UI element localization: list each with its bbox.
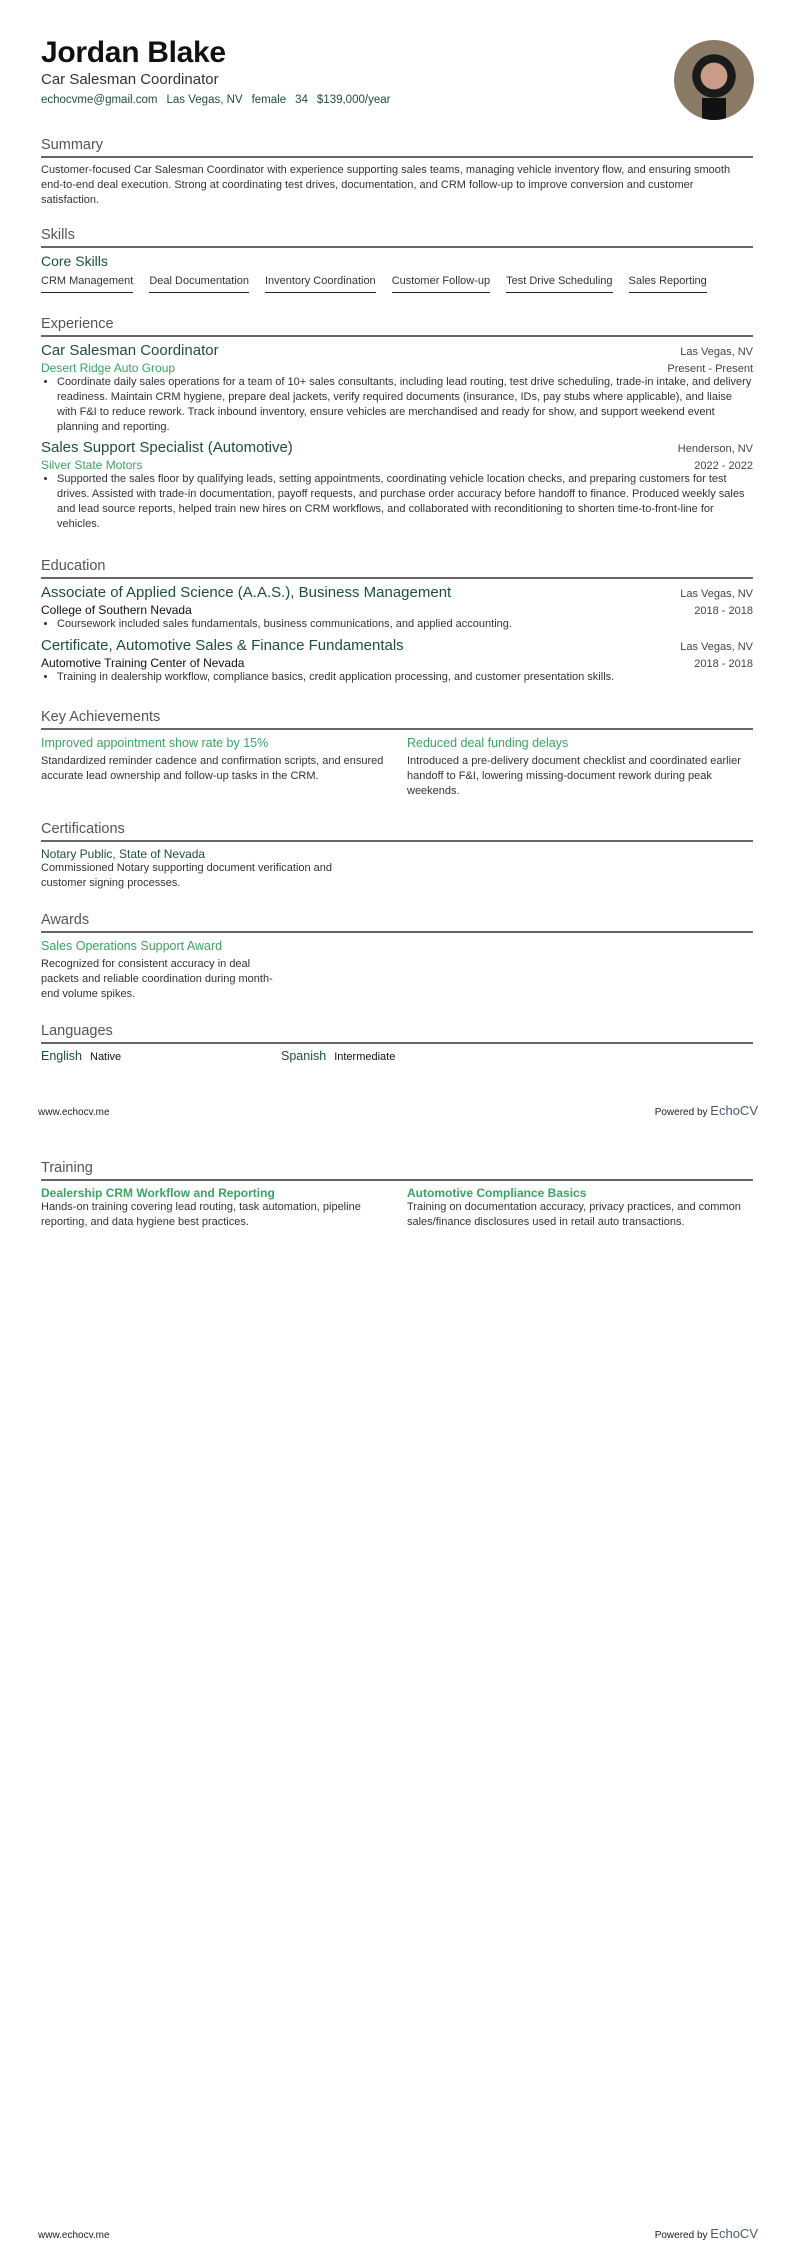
site-link[interactable]: www.echocv.me xyxy=(38,2230,110,2241)
achievement-title: Improved appointment show rate by 15% xyxy=(41,736,269,750)
award-item xyxy=(41,939,281,1002)
powered-by-label: Powered by xyxy=(654,2230,708,2241)
company-name: Silver State Motors xyxy=(41,458,143,472)
job-location: Las Vegas, NV xyxy=(680,346,753,358)
job-dates: Present - Present xyxy=(667,363,753,375)
training-title: Automotive Compliance Basics xyxy=(407,1186,587,1200)
training-text: Training on documentation accuracy, privacy practices, and common sales/finance disclosures used in retail auto transactions. xyxy=(407,1201,741,1228)
language-item xyxy=(41,1049,281,1063)
certifications-section xyxy=(41,821,753,891)
achievement-text: Introduced a pre-delivery document checklist and coordinated earlier handoff to F&I, lowering missing-document rework during peak weekends. xyxy=(407,755,741,797)
location: Las Vegas, NV xyxy=(166,94,243,106)
section-heading: Training xyxy=(41,1160,753,1181)
summary-section xyxy=(41,137,753,208)
skills-section xyxy=(41,227,753,293)
avatar xyxy=(674,40,754,120)
school-name: College of Southern Nevada xyxy=(41,603,192,617)
education-item xyxy=(41,584,753,632)
education-item xyxy=(41,637,753,685)
training-item xyxy=(407,1186,753,1230)
brand-logo[interactable]: EchoCV xyxy=(710,1103,758,1118)
candidate-title: Car Salesman Coordinator xyxy=(41,71,219,88)
site-link[interactable]: www.echocv.me xyxy=(38,1107,110,1118)
award-title: Sales Operations Support Award xyxy=(41,939,223,953)
job-bullet: • Supported the sales floor by qualifying leads, setting appointments, coordinating vehicle location checks, and preparing customers for test drives. Assisted with trade-in documentation, payoff requests, and purchase order accuracy before handoff to finance. Produced weekly sales and lead source reports, helped train new hires on CRM workflows, and collaborated with reconditioning to shorten time-to-front-line for vehicles. xyxy=(57,472,753,532)
achievement-item xyxy=(41,736,387,799)
summary-text: Customer-focused Car Salesman Coordinator with experience supporting sales teams, managing vehicle inventory flow, and ensuring smooth end-to-end deal execution. Strong at coordinating test drives, documentation, and CRM follow-up to improve conversion and customer satisfaction. xyxy=(41,164,731,206)
skill-item: Test Drive Scheduling xyxy=(506,275,612,293)
contact-info xyxy=(41,94,753,106)
email-link[interactable]: echocvme@gmail.com xyxy=(41,94,158,106)
language-level: Intermediate xyxy=(334,1051,396,1063)
page-footer xyxy=(38,2226,758,2241)
language-level: Native xyxy=(90,1051,122,1063)
edu-bullet: • Training in dealership workflow, compliance basics, credit application processing, and customer presentation skills. xyxy=(57,670,753,685)
gender: female xyxy=(251,94,287,106)
achievement-title: Reduced deal funding delays xyxy=(407,736,569,750)
skill-item: Inventory Coordination xyxy=(265,275,376,293)
training-text: Hands-on training covering lead routing, task automation, pipeline reporting, and data hygiene best practices. xyxy=(41,1201,361,1228)
section-heading: Languages xyxy=(41,1023,753,1044)
language-name: English xyxy=(41,1049,82,1063)
award-text: Recognized for consistent accuracy in deal packets and reliable coordination during month-end volume spikes. xyxy=(41,958,273,1000)
section-heading: Awards xyxy=(41,912,753,933)
age: 34 xyxy=(295,94,308,106)
skill-group-title: Core Skills xyxy=(41,253,108,269)
skill-item: CRM Management xyxy=(41,275,133,293)
edu-bullet: • Coursework included sales fundamentals, business communications, and applied accounting. xyxy=(57,617,753,632)
job-title: Car Salesman Coordinator xyxy=(41,342,219,359)
language-name: Spanish xyxy=(281,1049,327,1063)
job-title: Sales Support Specialist (Automotive) xyxy=(41,439,293,456)
training-title: Dealership CRM Workflow and Reporting xyxy=(41,1186,275,1200)
skill-item: Sales Reporting xyxy=(629,275,707,293)
certification-text: Commissioned Notary supporting document verification and customer signing processes. xyxy=(41,862,333,889)
company-name: Desert Ridge Auto Group xyxy=(41,361,176,375)
training-section xyxy=(41,1160,753,1230)
skill-item: Deal Documentation xyxy=(149,275,249,293)
skill-item: Customer Follow-up xyxy=(392,275,490,293)
awards-section xyxy=(41,912,753,1002)
degree: Certificate, Automotive Sales & Finance Fundamentals xyxy=(41,637,404,654)
section-heading: Skills xyxy=(41,227,753,248)
brand-logo[interactable]: EchoCV xyxy=(710,2226,758,2241)
achievement-item xyxy=(407,736,753,799)
achievements-section xyxy=(41,709,753,799)
certification-item xyxy=(41,847,371,891)
experience-item xyxy=(41,342,753,435)
section-heading: Experience xyxy=(41,316,753,337)
experience-item xyxy=(41,439,753,532)
page-footer xyxy=(38,1103,758,1118)
edu-dates: 2018 - 2018 xyxy=(694,605,753,617)
job-dates: 2022 - 2022 xyxy=(694,460,753,472)
section-heading: Summary xyxy=(41,137,753,158)
school-name: Automotive Training Center of Nevada xyxy=(41,656,245,670)
job-bullet: • Coordinate daily sales operations for a team of 10+ sales consultants, including lead routing, test drive scheduling, trade-in intake, and delivery readiness. Maintain CRM hygiene, prepare deal jackets, verify required documents (insurance, IDs, pay stubs where applicable), and liaise with F&I to reduce rework. Track inbound inventory, ensure vehicles are merchandised and ready for show, and support weekend event planning and reporting. xyxy=(57,375,753,435)
language-item xyxy=(281,1049,395,1063)
edu-location: Las Vegas, NV xyxy=(680,588,753,600)
salary: $139,000/year xyxy=(316,94,391,106)
edu-dates: 2018 - 2018 xyxy=(694,658,753,670)
experience-section xyxy=(41,316,753,532)
training-item xyxy=(41,1186,387,1230)
section-heading: Certifications xyxy=(41,821,753,842)
section-heading: Education xyxy=(41,558,753,579)
candidate-name: Jordan Blake xyxy=(41,36,226,69)
job-location: Henderson, NV xyxy=(677,443,753,455)
section-heading: Key Achievements xyxy=(41,709,753,730)
languages-section xyxy=(41,1023,753,1063)
education-section xyxy=(41,558,753,685)
edu-location: Las Vegas, NV xyxy=(680,641,753,653)
certification-title: Notary Public, State of Nevada xyxy=(41,847,206,861)
achievement-text: Standardized reminder cadence and confirmation scripts, and ensured accurate lead ownership and follow-up tasks in the CRM. xyxy=(41,755,384,782)
powered-by-label: Powered by xyxy=(654,1107,708,1118)
degree: Associate of Applied Science (A.A.S.), Business Management xyxy=(41,584,452,601)
